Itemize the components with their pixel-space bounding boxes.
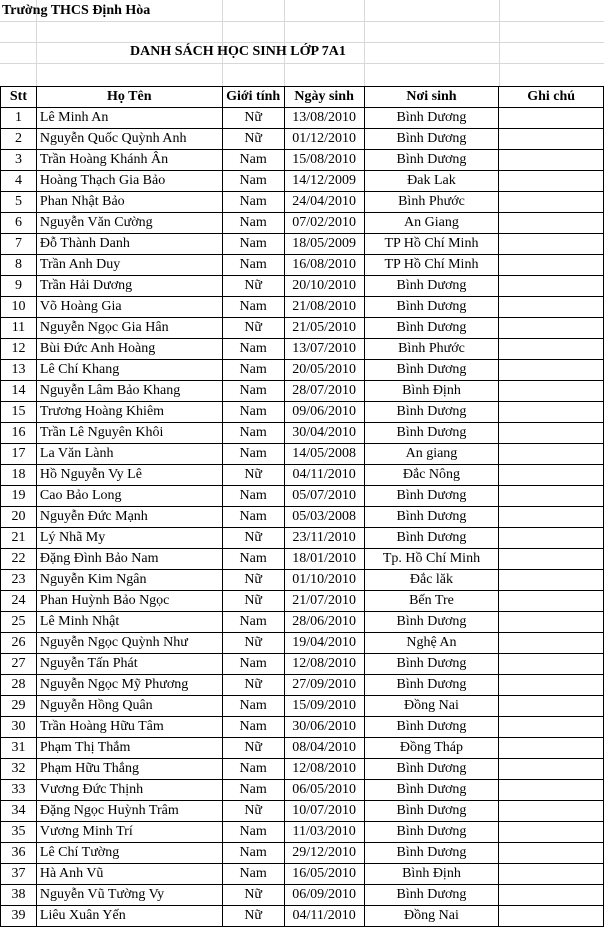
table-row	[1, 339, 604, 360]
cell-note[interactable]	[499, 192, 604, 213]
cell-name[interactable]: Đỗ Thành Danh	[36, 234, 222, 255]
cell-place[interactable]: Bình Dương	[364, 717, 499, 738]
cell-dob[interactable]: 12/08/2010	[284, 654, 364, 675]
cell-name[interactable]: Nguyễn Hồng Quân	[36, 696, 222, 717]
cell-place[interactable]: Bình Dương	[364, 150, 499, 171]
cell-stt[interactable]: 8	[1, 255, 37, 276]
cell-note[interactable]	[499, 444, 604, 465]
cell-dob[interactable]: 15/08/2010	[284, 150, 364, 171]
cell-stt[interactable]: 5	[1, 192, 37, 213]
cell-gender[interactable]: Nam	[222, 444, 284, 465]
cell-note[interactable]	[499, 801, 604, 822]
cell-dob[interactable]: 11/03/2010	[284, 822, 364, 843]
cell-place[interactable]: An giang	[364, 444, 499, 465]
cell-place[interactable]: Bình Dương	[364, 843, 499, 864]
table-row	[1, 801, 604, 822]
cell-dob[interactable]: 28/07/2010	[284, 381, 364, 402]
cell-gender[interactable]: Nam	[222, 192, 284, 213]
cell-place[interactable]: TP Hồ Chí Minh	[364, 234, 499, 255]
cell-place[interactable]: Tp. Hồ Chí Minh	[364, 549, 499, 570]
cell-note[interactable]	[499, 738, 604, 759]
cell-stt[interactable]: 30	[1, 717, 37, 738]
table-row	[1, 402, 604, 423]
gridline	[284, 0, 285, 86]
cell-gender[interactable]: Nữ	[222, 465, 284, 486]
cell-place[interactable]: Bình Dương	[364, 801, 499, 822]
cell-stt[interactable]: 26	[1, 633, 37, 654]
table-row	[1, 696, 604, 717]
column-header-dob[interactable]: Ngày sinh	[284, 87, 364, 108]
gridline	[0, 21, 604, 22]
cell-gender[interactable]: Nữ	[222, 801, 284, 822]
cell-gender[interactable]: Nữ	[222, 570, 284, 591]
cell-note[interactable]	[499, 255, 604, 276]
cell-gender[interactable]: Nữ	[222, 906, 284, 927]
cell-stt[interactable]: 2	[1, 129, 37, 150]
cell-note[interactable]	[499, 549, 604, 570]
cell-gender[interactable]: Nam	[222, 423, 284, 444]
cell-gender[interactable]: Nam	[222, 171, 284, 192]
cell-dob[interactable]: 05/07/2010	[284, 486, 364, 507]
table-row	[1, 192, 604, 213]
cell-dob[interactable]: 16/05/2010	[284, 864, 364, 885]
cell-name[interactable]: Bùi Đức Anh Hoàng	[36, 339, 222, 360]
cell-dob[interactable]: 18/05/2009	[284, 234, 364, 255]
cell-note[interactable]	[499, 276, 604, 297]
cell-gender[interactable]: Nam	[222, 843, 284, 864]
cell-stt[interactable]: 29	[1, 696, 37, 717]
column-header-name[interactable]: Họ Tên	[36, 87, 222, 108]
cell-stt[interactable]: 16	[1, 423, 37, 444]
cell-place[interactable]: Bình Dương	[364, 780, 499, 801]
cell-stt[interactable]: 35	[1, 822, 37, 843]
cell-stt[interactable]: 37	[1, 864, 37, 885]
cell-name[interactable]: Hoàng Thạch Gia Bảo	[36, 171, 222, 192]
cell-name[interactable]: Hồ Nguyễn Vy Lê	[36, 465, 222, 486]
table-row	[1, 360, 604, 381]
cell-place[interactable]: Đak Lak	[364, 171, 499, 192]
cell-stt[interactable]: 12	[1, 339, 37, 360]
cell-gender[interactable]: Nữ	[222, 129, 284, 150]
cell-stt[interactable]: 9	[1, 276, 37, 297]
cell-place[interactable]: Đồng Nai	[364, 696, 499, 717]
cell-gender[interactable]: Nữ	[222, 318, 284, 339]
table-row	[1, 255, 604, 276]
cell-dob[interactable]: 29/12/2010	[284, 843, 364, 864]
cell-place[interactable]: Bình Dương	[364, 360, 499, 381]
cell-note[interactable]	[499, 171, 604, 192]
cell-note[interactable]	[499, 150, 604, 171]
cell-dob[interactable]: 05/03/2008	[284, 507, 364, 528]
cell-gender[interactable]: Nam	[222, 717, 284, 738]
cell-stt[interactable]: 21	[1, 528, 37, 549]
cell-gender[interactable]: Nam	[222, 255, 284, 276]
cell-dob[interactable]: 01/12/2010	[284, 129, 364, 150]
cell-place[interactable]: Bình Dương	[364, 885, 499, 906]
cell-gender[interactable]: Nữ	[222, 108, 284, 129]
cell-dob[interactable]: 19/04/2010	[284, 633, 364, 654]
cell-name[interactable]: Nguyễn Vũ Tường Vy	[36, 885, 222, 906]
cell-name[interactable]: Nguyễn Văn Cường	[36, 213, 222, 234]
cell-dob[interactable]: 12/08/2010	[284, 759, 364, 780]
cell-place[interactable]: Đồng Nai	[364, 906, 499, 927]
page-title: DANH SÁCH HỌC SINH LỚP 7A1	[130, 44, 346, 59]
cell-dob[interactable]: 14/05/2008	[284, 444, 364, 465]
gridline	[0, 63, 604, 64]
cell-note[interactable]	[499, 297, 604, 318]
cell-note[interactable]	[499, 339, 604, 360]
gridline	[0, 42, 604, 43]
cell-note[interactable]	[499, 633, 604, 654]
cell-gender[interactable]: Nam	[222, 759, 284, 780]
cell-dob[interactable]: 01/10/2010	[284, 570, 364, 591]
cell-note[interactable]	[499, 507, 604, 528]
cell-dob[interactable]: 30/06/2010	[284, 717, 364, 738]
cell-name[interactable]: Liêu Xuân Yến	[36, 906, 222, 927]
cell-stt[interactable]: 27	[1, 654, 37, 675]
cell-dob[interactable]: 06/05/2010	[284, 780, 364, 801]
cell-gender[interactable]: Nam	[222, 549, 284, 570]
cell-dob[interactable]: 30/04/2010	[284, 423, 364, 444]
table-row	[1, 612, 604, 633]
cell-gender[interactable]: Nam	[222, 696, 284, 717]
cell-place[interactable]: Bình Dương	[364, 654, 499, 675]
table-row	[1, 738, 604, 759]
cell-gender[interactable]: Nam	[222, 507, 284, 528]
cell-note[interactable]	[499, 108, 604, 129]
cell-gender[interactable]: Nữ	[222, 591, 284, 612]
table-row	[1, 780, 604, 801]
table-row	[1, 549, 604, 570]
cell-name[interactable]: Lê Chí Khang	[36, 360, 222, 381]
table-row	[1, 507, 604, 528]
cell-stt[interactable]: 6	[1, 213, 37, 234]
cell-name[interactable]: La Văn Lành	[36, 444, 222, 465]
cell-stt[interactable]: 36	[1, 843, 37, 864]
cell-dob[interactable]: 16/08/2010	[284, 255, 364, 276]
table-row	[1, 276, 604, 297]
cell-note[interactable]	[499, 318, 604, 339]
cell-stt[interactable]: 32	[1, 759, 37, 780]
table-row	[1, 444, 604, 465]
cell-stt[interactable]: 7	[1, 234, 37, 255]
cell-stt[interactable]: 11	[1, 318, 37, 339]
cell-stt[interactable]: 13	[1, 360, 37, 381]
cell-name[interactable]: Phan Huỳnh Bảo Ngọc	[36, 591, 222, 612]
cell-gender[interactable]: Nam	[222, 822, 284, 843]
table-row	[1, 717, 604, 738]
cell-name[interactable]: Vương Minh Trí	[36, 822, 222, 843]
cell-stt[interactable]: 1	[1, 108, 37, 129]
table-row	[1, 843, 604, 864]
cell-note[interactable]	[499, 402, 604, 423]
cell-place[interactable]: Bình Dương	[364, 528, 499, 549]
cell-name[interactable]: Nguyễn Quốc Quỳnh Anh	[36, 129, 222, 150]
table-row	[1, 822, 604, 843]
cell-name[interactable]: Phạm Thị Thắm	[36, 738, 222, 759]
cell-gender[interactable]: Nữ	[222, 738, 284, 759]
cell-name[interactable]: Lý Nhã My	[36, 528, 222, 549]
cell-name[interactable]: Trần Anh Duy	[36, 255, 222, 276]
gridline	[499, 0, 500, 86]
table-row	[1, 234, 604, 255]
cell-stt[interactable]: 23	[1, 570, 37, 591]
cell-note[interactable]	[499, 381, 604, 402]
table-row	[1, 129, 604, 150]
cell-name[interactable]: Vương Đức Thịnh	[36, 780, 222, 801]
table-row	[1, 297, 604, 318]
cell-gender[interactable]: Nam	[222, 297, 284, 318]
cell-dob[interactable]: 20/10/2010	[284, 276, 364, 297]
table-row	[1, 318, 604, 339]
cell-note[interactable]	[499, 843, 604, 864]
gridline	[364, 0, 365, 86]
student-table	[0, 86, 604, 927]
cell-dob[interactable]: 21/08/2010	[284, 297, 364, 318]
table-row	[1, 528, 604, 549]
cell-stt[interactable]: 15	[1, 402, 37, 423]
cell-gender[interactable]: Nữ	[222, 675, 284, 696]
cell-stt[interactable]: 24	[1, 591, 37, 612]
cell-place[interactable]: Bình Phước	[364, 339, 499, 360]
table-row	[1, 423, 604, 444]
cell-dob[interactable]: 04/11/2010	[284, 906, 364, 927]
cell-name[interactable]: Nguyễn Đức Mạnh	[36, 507, 222, 528]
cell-gender[interactable]: Nữ	[222, 885, 284, 906]
cell-note[interactable]	[499, 885, 604, 906]
table-row	[1, 633, 604, 654]
cell-name[interactable]: Nguyễn Tấn Phát	[36, 654, 222, 675]
cell-stt[interactable]: 18	[1, 465, 37, 486]
cell-name[interactable]: Lê Minh An	[36, 108, 222, 129]
cell-dob[interactable]: 21/05/2010	[284, 318, 364, 339]
cell-dob[interactable]: 10/07/2010	[284, 801, 364, 822]
cell-note[interactable]	[499, 570, 604, 591]
cell-note[interactable]	[499, 360, 604, 381]
cell-stt[interactable]: 39	[1, 906, 37, 927]
cell-gender[interactable]: Nam	[222, 654, 284, 675]
cell-gender[interactable]: Nữ	[222, 528, 284, 549]
cell-place[interactable]: TP Hồ Chí Minh	[364, 255, 499, 276]
table-row	[1, 675, 604, 696]
cell-dob[interactable]: 07/02/2010	[284, 213, 364, 234]
table-row	[1, 864, 604, 885]
cell-name[interactable]: Trần Hải Dương	[36, 276, 222, 297]
cell-dob[interactable]: 09/06/2010	[284, 402, 364, 423]
cell-place[interactable]: Bình Dương	[364, 318, 499, 339]
cell-stt[interactable]: 22	[1, 549, 37, 570]
cell-name[interactable]: Nguyễn Ngọc Mỹ Phương	[36, 675, 222, 696]
cell-dob[interactable]: 04/11/2010	[284, 465, 364, 486]
cell-note[interactable]	[499, 759, 604, 780]
cell-place[interactable]: Bình Dương	[364, 612, 499, 633]
cell-note[interactable]	[499, 234, 604, 255]
table-row	[1, 171, 604, 192]
cell-dob[interactable]: 13/08/2010	[284, 108, 364, 129]
table-row	[1, 654, 604, 675]
cell-name[interactable]: Trần Hoàng Hữu Tâm	[36, 717, 222, 738]
cell-note[interactable]	[499, 213, 604, 234]
cell-note[interactable]	[499, 612, 604, 633]
student-table-body	[1, 108, 604, 927]
cell-name[interactable]: Nguyễn Kim Ngân	[36, 570, 222, 591]
cell-note[interactable]	[499, 675, 604, 696]
cell-name[interactable]: Lê Chí Tường	[36, 843, 222, 864]
table-row	[1, 906, 604, 927]
cell-gender[interactable]: Nam	[222, 612, 284, 633]
cell-place[interactable]: An Giang	[364, 213, 499, 234]
cell-name[interactable]: Trần Lê Nguyên Khôi	[36, 423, 222, 444]
cell-stt[interactable]: 19	[1, 486, 37, 507]
cell-note[interactable]	[499, 591, 604, 612]
cell-gender[interactable]: Nam	[222, 213, 284, 234]
cell-gender[interactable]: Nữ	[222, 633, 284, 654]
cell-place[interactable]: Bến Tre	[364, 591, 499, 612]
cell-gender[interactable]: Nam	[222, 360, 284, 381]
table-row	[1, 150, 604, 171]
table-row	[1, 381, 604, 402]
cell-place[interactable]: Nghệ An	[364, 633, 499, 654]
cell-dob[interactable]: 28/06/2010	[284, 612, 364, 633]
cell-note[interactable]	[499, 906, 604, 927]
cell-name[interactable]: Nguyễn Lâm Bảo Khang	[36, 381, 222, 402]
cell-name[interactable]: Võ Hoàng Gia	[36, 297, 222, 318]
table-header-row	[1, 87, 604, 108]
cell-place[interactable]: Bình Dương	[364, 276, 499, 297]
cell-name[interactable]: Trương Hoàng Khiêm	[36, 402, 222, 423]
cell-place[interactable]: Bình Dương	[364, 759, 499, 780]
cell-gender[interactable]: Nam	[222, 864, 284, 885]
table-row	[1, 213, 604, 234]
cell-place[interactable]: Bình Dương	[364, 507, 499, 528]
column-header-gender[interactable]: Giới tính	[222, 87, 284, 108]
cell-gender[interactable]: Nam	[222, 150, 284, 171]
cell-note[interactable]	[499, 780, 604, 801]
table-row	[1, 465, 604, 486]
cell-place[interactable]: Đồng Tháp	[364, 738, 499, 759]
cell-note[interactable]	[499, 822, 604, 843]
cell-dob[interactable]: 27/09/2010	[284, 675, 364, 696]
cell-name[interactable]: Đặng Ngọc Huỳnh Trâm	[36, 801, 222, 822]
cell-name[interactable]: Cao Bảo Long	[36, 486, 222, 507]
cell-name[interactable]: Nguyễn Ngọc Gia Hân	[36, 318, 222, 339]
column-header-place[interactable]: Nơi sinh	[364, 87, 499, 108]
cell-name[interactable]: Phan Nhật Bảo	[36, 192, 222, 213]
cell-stt[interactable]: 25	[1, 612, 37, 633]
cell-note[interactable]	[499, 654, 604, 675]
cell-dob[interactable]: 21/07/2010	[284, 591, 364, 612]
cell-dob[interactable]: 06/09/2010	[284, 885, 364, 906]
cell-dob[interactable]: 23/11/2010	[284, 528, 364, 549]
cell-stt[interactable]: 4	[1, 171, 37, 192]
table-row	[1, 570, 604, 591]
cell-dob[interactable]: 13/07/2010	[284, 339, 364, 360]
cell-stt[interactable]: 17	[1, 444, 37, 465]
cell-dob[interactable]: 15/09/2010	[284, 696, 364, 717]
cell-stt[interactable]: 14	[1, 381, 37, 402]
cell-gender[interactable]: Nam	[222, 234, 284, 255]
cell-stt[interactable]: 10	[1, 297, 37, 318]
table-row	[1, 885, 604, 906]
cell-name[interactable]: Đặng Đình Bảo Nam	[36, 549, 222, 570]
cell-note[interactable]	[499, 465, 604, 486]
cell-dob[interactable]: 20/05/2010	[284, 360, 364, 381]
cell-dob[interactable]: 14/12/2009	[284, 171, 364, 192]
cell-name[interactable]: Hà Anh Vũ	[36, 864, 222, 885]
cell-gender[interactable]: Nam	[222, 780, 284, 801]
cell-note[interactable]	[499, 528, 604, 549]
cell-name[interactable]: Trần Hoàng Khánh Ân	[36, 150, 222, 171]
cell-stt[interactable]: 31	[1, 738, 37, 759]
cell-note[interactable]	[499, 696, 604, 717]
cell-dob[interactable]: 08/04/2010	[284, 738, 364, 759]
cell-name[interactable]: Phạm Hữu Thắng	[36, 759, 222, 780]
cell-gender[interactable]: Nam	[222, 402, 284, 423]
cell-place[interactable]: Đắc lăk	[364, 570, 499, 591]
cell-stt[interactable]: 38	[1, 885, 37, 906]
cell-place[interactable]: Bình Dương	[364, 486, 499, 507]
cell-stt[interactable]: 3	[1, 150, 37, 171]
cell-place[interactable]: Bình Dương	[364, 822, 499, 843]
cell-stt[interactable]: 34	[1, 801, 37, 822]
cell-stt[interactable]: 20	[1, 507, 37, 528]
cell-place[interactable]: Bình Định	[364, 381, 499, 402]
cell-note[interactable]	[499, 129, 604, 150]
column-header-stt[interactable]: Stt	[1, 87, 37, 108]
cell-note[interactable]	[499, 864, 604, 885]
gridline	[222, 0, 223, 86]
table-row	[1, 759, 604, 780]
cell-place[interactable]: Bình Dương	[364, 423, 499, 444]
cell-note[interactable]	[499, 486, 604, 507]
table-row	[1, 486, 604, 507]
column-header-note[interactable]: Ghi chú	[499, 87, 604, 108]
cell-name[interactable]: Nguyễn Ngọc Quỳnh Như	[36, 633, 222, 654]
cell-place[interactable]: Bình Dương	[364, 297, 499, 318]
cell-stt[interactable]: 28	[1, 675, 37, 696]
cell-dob[interactable]: 24/04/2010	[284, 192, 364, 213]
cell-place[interactable]: Bình Dương	[364, 129, 499, 150]
school-name: Trường THCS Định Hòa	[2, 3, 151, 18]
cell-note[interactable]	[499, 423, 604, 444]
cell-name[interactable]: Lê Minh Nhật	[36, 612, 222, 633]
cell-place[interactable]: Đắc Nông	[364, 465, 499, 486]
cell-place[interactable]: Bình Phước	[364, 192, 499, 213]
cell-place[interactable]: Bình Định	[364, 864, 499, 885]
cell-place[interactable]: Bình Dương	[364, 675, 499, 696]
table-row	[1, 108, 604, 129]
cell-gender[interactable]: Nam	[222, 486, 284, 507]
cell-gender[interactable]: Nam	[222, 381, 284, 402]
cell-place[interactable]: Bình Dương	[364, 108, 499, 129]
cell-stt[interactable]: 33	[1, 780, 37, 801]
cell-note[interactable]	[499, 717, 604, 738]
table-row	[1, 591, 604, 612]
cell-gender[interactable]: Nam	[222, 339, 284, 360]
cell-gender[interactable]: Nữ	[222, 276, 284, 297]
cell-dob[interactable]: 18/01/2010	[284, 549, 364, 570]
cell-place[interactable]: Bình Dương	[364, 402, 499, 423]
